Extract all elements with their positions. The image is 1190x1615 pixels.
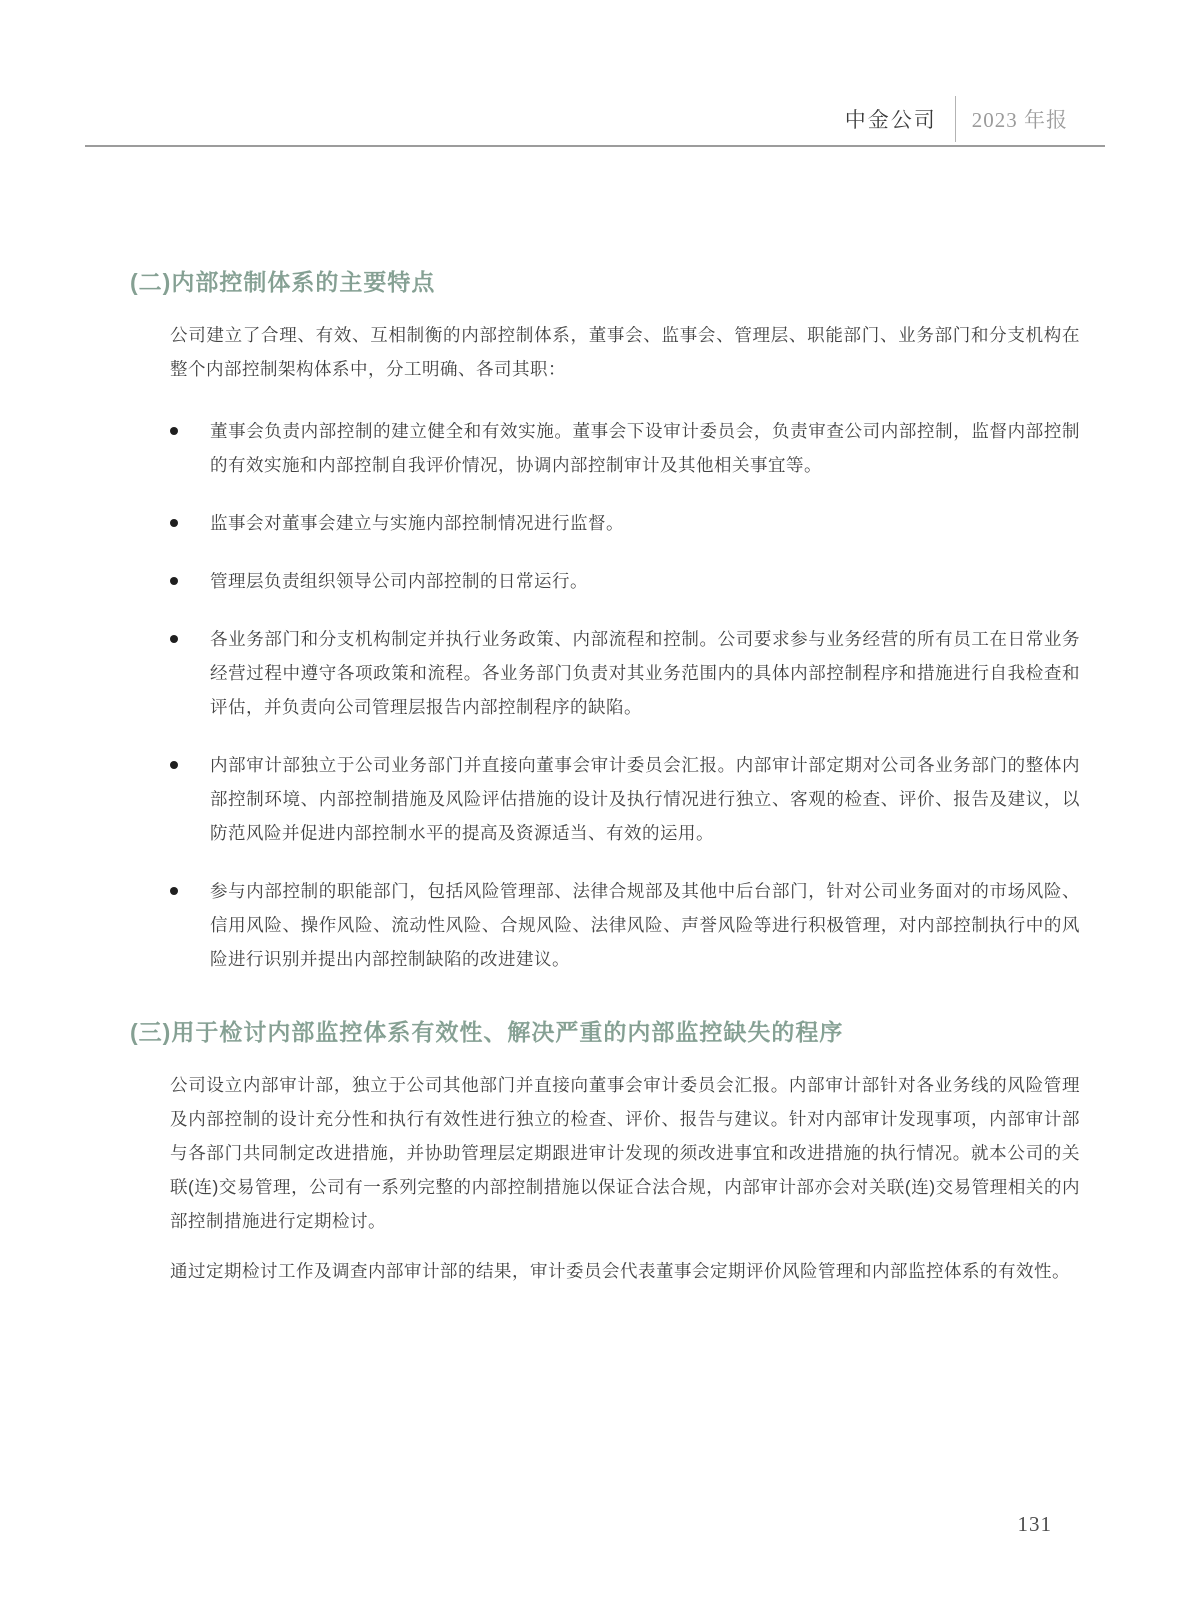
header-title-group: [845, 96, 1068, 142]
section-heading-internal-control-features: (二)内部控制体系的主要特点: [130, 269, 436, 295]
bullet-icon: [170, 887, 178, 895]
bullet-icon: [170, 577, 178, 585]
bullet-text: 监事会对董事会建立与实施内部控制情况进行监督。: [210, 513, 624, 533]
body-paragraph: 通过定期检讨工作及调查内部审计部的结果，审计委员会代表董事会定期评价风险管理和内部监控体系的有效性。: [170, 1261, 1070, 1281]
bullet-col: [170, 748, 210, 769]
list-item: [170, 622, 1080, 724]
bullet-col: [170, 564, 210, 585]
list-item: [170, 874, 1080, 976]
list-item: [170, 748, 1080, 850]
bullet-col: [170, 874, 210, 895]
running-header: [0, 0, 1190, 150]
section-heading-monitoring-review-procedure: (三)用于检讨内部监控体系有效性、解决严重的内部监控缺失的程序: [130, 1019, 844, 1045]
list-item: [170, 564, 1080, 598]
bullet-text: 参与内部控制的职能部门，包括风险管理部、法律合规部及其他中后台部门，针对公司业务面对的市场风险、信用风险、操作风险、流动性风险、合规风险、法律风险、声誉风险等进行积极管理，对内部控制执行中的风险进行识别并提出内部控制缺陷的改进建议。: [210, 881, 1080, 969]
bullet-text: 内部审计部独立于公司业务部门并直接向董事会审计委员会汇报。内部审计部定期对公司各业务部门的整体内部控制环境、内部控制措施及风险评估措施的设计及执行情况进行独立、客观的检查、评价、报告及建议，以防范风险并促进内部控制水平的提高及资源适当、有效的运用。: [210, 755, 1080, 843]
company-name: 中金公司: [844, 108, 937, 132]
page-content: [130, 266, 1080, 1288]
bullet-icon: [170, 519, 178, 527]
bullet-col: [170, 622, 210, 643]
page-number: 131: [1017, 1512, 1052, 1536]
bullet-icon: [170, 427, 178, 435]
bullet-col: [170, 506, 210, 527]
report-year: 2023 年报: [971, 108, 1068, 132]
bullet-icon: [170, 761, 178, 769]
bullet-text: 各业务部门和分支机构制定并执行业务政策、内部流程和控制。公司要求参与业务经营的所有员工在日常业务经营过程中遵守各项政策和流程。各业务部门负责对其业务范围内的具体内部控制程序和措施进行自我检查和评估，并负责向公司管理层报告内部控制程序的缺陷。: [210, 629, 1080, 717]
bullet-icon: [170, 635, 178, 643]
bullet-text: 管理层负责组织领导公司内部控制的日常运行。: [210, 571, 588, 591]
bullet-text: 董事会负责内部控制的建立健全和有效实施。董事会下设审计委员会，负责审查公司内部控制，监督内部控制的有效实施和内部控制自我评价情况，协调内部控制审计及其他相关事宜等。: [210, 421, 1080, 475]
internal-control-bullet-list: [130, 414, 1080, 976]
section-intro-paragraph: 公司建立了合理、有效、互相制衡的内部控制体系，董事会、监事会、管理层、职能部门、业务部门和分支机构在整个内部控制架构体系中，分工明确、各司其职：: [170, 325, 1080, 379]
header-divider: [955, 96, 956, 142]
body-paragraph: 公司设立内部审计部，独立于公司其他部门并直接向董事会审计委员会汇报。内部审计部针对各业务线的风险管理及内部控制的设计充分性和执行有效性进行独立的检查、评价、报告与建议。针对内部审计发现事项，内部审计部与各部门共同制定改进措施，并协助管理层定期跟进审计发现的须改进事宜和改进措施的执行情况。就本公司的关联(连)交易管理，公司有一系列完整的内部控制措施以保证合法合规，内部审计部亦会对关联(连)交易管理相关的内部控制措施进行定期检讨。: [170, 1075, 1080, 1231]
list-item: [170, 414, 1080, 482]
bullet-col: [170, 414, 210, 435]
header-rule: [85, 145, 1105, 147]
list-item: [170, 506, 1080, 540]
